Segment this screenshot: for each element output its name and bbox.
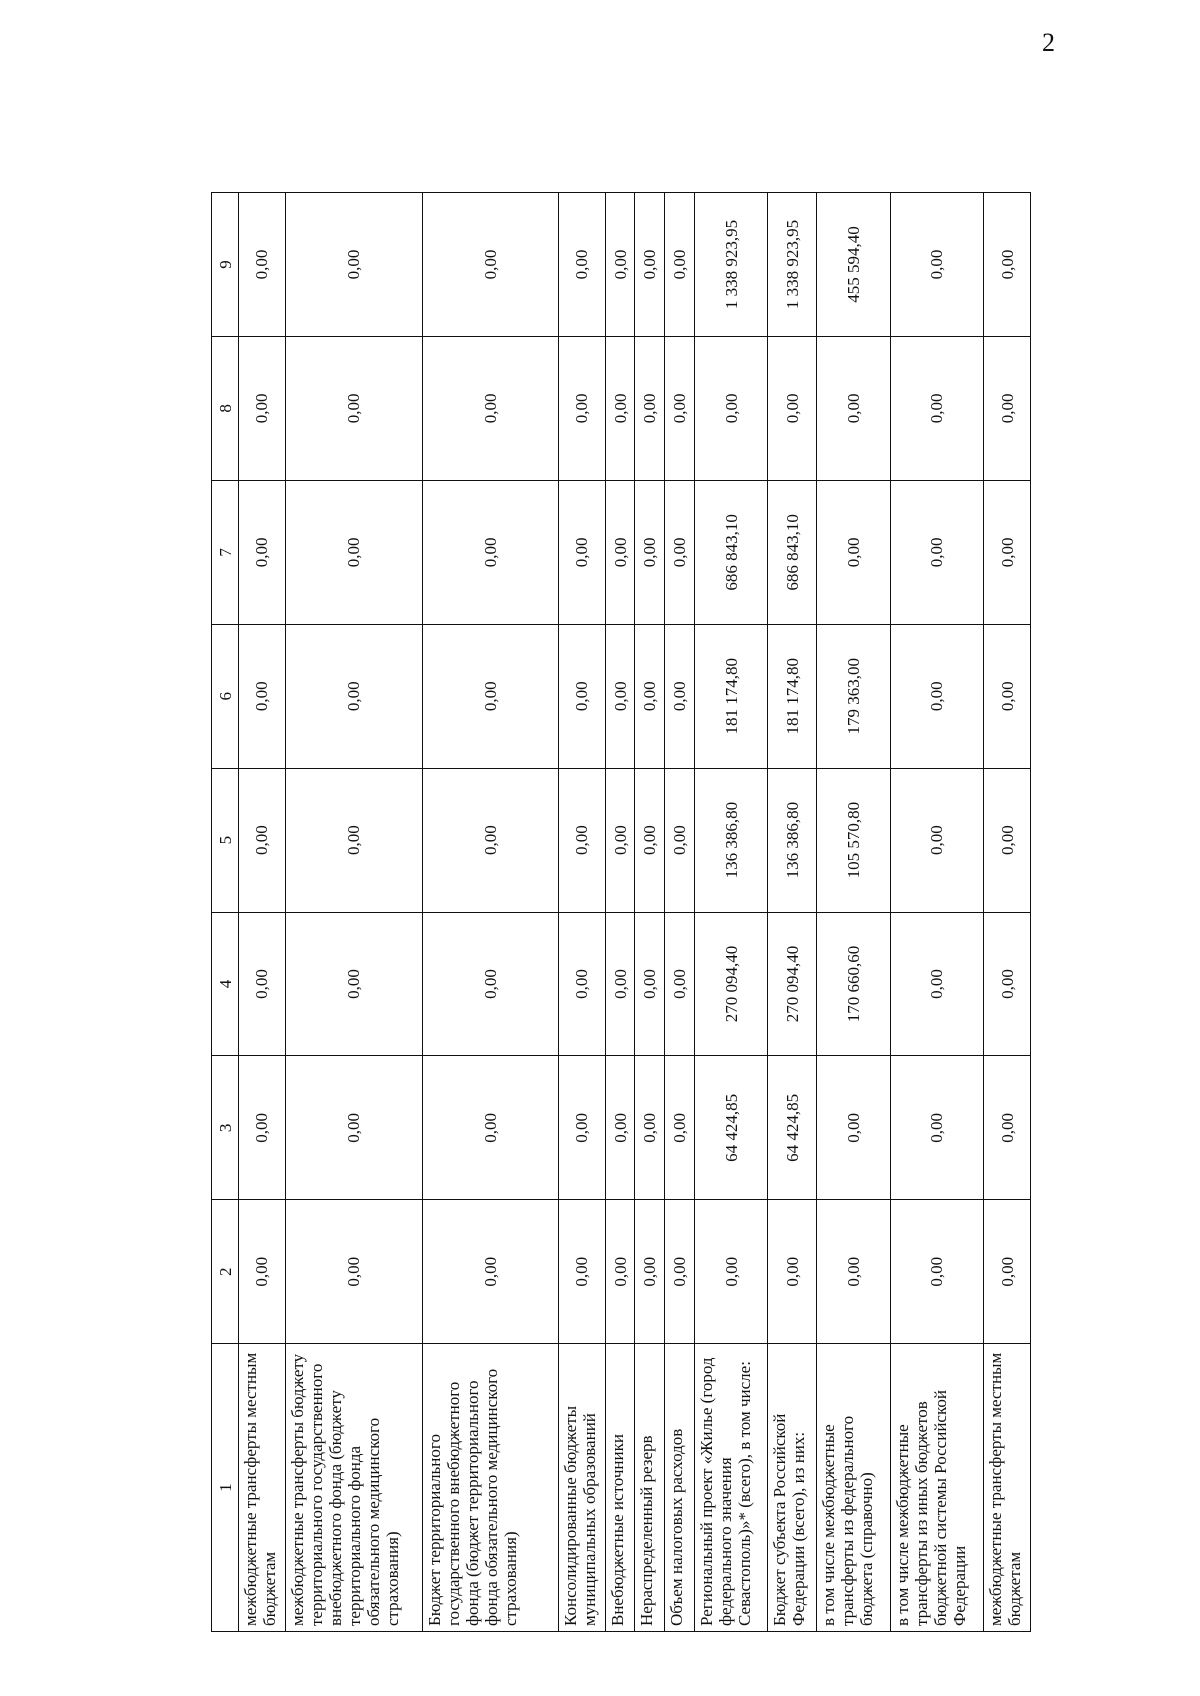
page-number: 2 — [1042, 28, 1055, 57]
value-cell-col-5: 136 386,80 — [695, 768, 768, 912]
value-cell-col-8: 0,00 — [605, 336, 635, 480]
value-cell-col-3: 0,00 — [422, 1056, 558, 1200]
value-cell-col-6: 0,00 — [558, 624, 605, 768]
value-cell-col-7: 0,00 — [890, 480, 984, 624]
value-cell-col-2: 0,00 — [605, 1200, 635, 1344]
value-cell-col-6: 0,00 — [635, 624, 665, 768]
table-row — [890, 193, 984, 1632]
value-cell-col-2: 0,00 — [984, 1200, 1031, 1344]
value-cell-col-5: 0,00 — [984, 768, 1031, 912]
row-label: межбюджетные трансферты бюджету территориального государственного внебюджетного фонда (бюджету территориального фонда обязательного медицинского страхования) — [285, 1344, 422, 1632]
value-cell-col-9: 0,00 — [422, 193, 558, 337]
value-cell-col-2: 0,00 — [665, 1200, 695, 1344]
value-cell-col-4: 0,00 — [422, 912, 558, 1056]
value-cell-col-4: 0,00 — [665, 912, 695, 1056]
value-cell-col-6: 0,00 — [665, 624, 695, 768]
rotated-table-container — [211, 192, 1031, 1632]
value-cell-col-2: 0,00 — [422, 1200, 558, 1344]
value-cell-col-3: 0,00 — [984, 1056, 1031, 1200]
row-label: в том числе межбюджетные трансферты из федерального бюджета (справочно) — [817, 1344, 890, 1632]
row-label: Бюджет субъекта Российской Федерации (всего), из них: — [768, 1344, 817, 1632]
table-row — [558, 193, 605, 1632]
value-cell-col-6: 0,00 — [890, 624, 984, 768]
row-label: Региональный проект «Жилье (город федерального значения Севастополь)»* (всего), в том числе: — [695, 1344, 768, 1632]
value-cell-col-5: 0,00 — [665, 768, 695, 912]
value-cell-col-4: 170 660,60 — [817, 912, 890, 1056]
value-cell-col-3: 64 424,85 — [768, 1056, 817, 1200]
column-header-3: 3 — [212, 1056, 239, 1200]
value-cell-col-7: 686 843,10 — [768, 480, 817, 624]
table-row — [422, 193, 558, 1632]
value-cell-col-4: 0,00 — [890, 912, 984, 1056]
value-cell-col-5: 0,00 — [635, 768, 665, 912]
row-label: Объем налоговых расходов — [665, 1344, 695, 1632]
value-cell-col-8: 0,00 — [665, 336, 695, 480]
value-cell-col-9: 0,00 — [285, 193, 422, 337]
value-cell-col-8: 0,00 — [558, 336, 605, 480]
value-cell-col-4: 270 094,40 — [695, 912, 768, 1056]
table-row — [635, 193, 665, 1632]
value-cell-col-3: 0,00 — [665, 1056, 695, 1200]
value-cell-col-2: 0,00 — [285, 1200, 422, 1344]
value-cell-col-2: 0,00 — [768, 1200, 817, 1344]
value-cell-col-3: 0,00 — [635, 1056, 665, 1200]
value-cell-col-7: 0,00 — [984, 480, 1031, 624]
value-cell-col-5: 0,00 — [558, 768, 605, 912]
value-cell-col-2: 0,00 — [695, 1200, 768, 1344]
value-cell-col-8: 0,00 — [285, 336, 422, 480]
value-cell-col-8: 0,00 — [422, 336, 558, 480]
value-cell-col-7: 0,00 — [558, 480, 605, 624]
value-cell-col-6: 0,00 — [422, 624, 558, 768]
value-cell-col-7: 0,00 — [665, 480, 695, 624]
value-cell-col-7: 0,00 — [422, 480, 558, 624]
value-cell-col-6: 181 174,80 — [768, 624, 817, 768]
value-cell-col-7: 0,00 — [285, 480, 422, 624]
table-row — [285, 193, 422, 1632]
column-header-6: 6 — [212, 624, 239, 768]
value-cell-col-3: 0,00 — [239, 1056, 286, 1200]
value-cell-col-2: 0,00 — [558, 1200, 605, 1344]
value-cell-col-8: 0,00 — [768, 336, 817, 480]
value-cell-col-5: 105 570,80 — [817, 768, 890, 912]
value-cell-col-8: 0,00 — [817, 336, 890, 480]
value-cell-col-7: 686 843,10 — [695, 480, 768, 624]
value-cell-col-8: 0,00 — [984, 336, 1031, 480]
value-cell-col-3: 0,00 — [817, 1056, 890, 1200]
budget-table — [211, 192, 1031, 1632]
value-cell-col-4: 0,00 — [558, 912, 605, 1056]
row-label: Нераспределенный резерв — [635, 1344, 665, 1632]
row-label: межбюджетные трансферты местным бюджетам — [984, 1344, 1031, 1632]
value-cell-col-5: 0,00 — [285, 768, 422, 912]
column-header-7: 7 — [212, 480, 239, 624]
value-cell-col-7: 0,00 — [239, 480, 286, 624]
table-row — [695, 193, 768, 1632]
table-row — [817, 193, 890, 1632]
value-cell-col-8: 0,00 — [239, 336, 286, 480]
table-row — [984, 193, 1031, 1632]
row-label: межбюджетные трансферты местным бюджетам — [239, 1344, 286, 1632]
value-cell-col-3: 0,00 — [890, 1056, 984, 1200]
value-cell-col-6: 0,00 — [239, 624, 286, 768]
value-cell-col-6: 0,00 — [285, 624, 422, 768]
value-cell-col-6: 0,00 — [605, 624, 635, 768]
value-cell-col-2: 0,00 — [890, 1200, 984, 1344]
value-cell-col-6: 179 363,00 — [817, 624, 890, 768]
value-cell-col-3: 0,00 — [558, 1056, 605, 1200]
value-cell-col-5: 0,00 — [239, 768, 286, 912]
value-cell-col-6: 0,00 — [984, 624, 1031, 768]
column-header-2: 2 — [212, 1200, 239, 1344]
value-cell-col-8: 0,00 — [890, 336, 984, 480]
value-cell-col-9: 0,00 — [605, 193, 635, 337]
value-cell-col-9: 0,00 — [890, 193, 984, 337]
column-header-4: 4 — [212, 912, 239, 1056]
table-row — [605, 193, 635, 1632]
value-cell-col-9: 0,00 — [665, 193, 695, 337]
value-cell-col-4: 0,00 — [984, 912, 1031, 1056]
table-body — [239, 193, 1031, 1632]
column-header-1: 1 — [212, 1344, 239, 1632]
value-cell-col-2: 0,00 — [635, 1200, 665, 1344]
table-row — [768, 193, 817, 1632]
row-label: Консолидированные бюджеты муниципальных образований — [558, 1344, 605, 1632]
value-cell-col-9: 455 594,40 — [817, 193, 890, 337]
value-cell-col-7: 0,00 — [817, 480, 890, 624]
value-cell-col-4: 0,00 — [605, 912, 635, 1056]
table-row — [239, 193, 286, 1632]
value-cell-col-9: 1 338 923,95 — [768, 193, 817, 337]
value-cell-col-7: 0,00 — [635, 480, 665, 624]
value-cell-col-2: 0,00 — [817, 1200, 890, 1344]
row-label: Бюджет территориального государственного внебюджетного фонда (бюджет территориального фонда обязательного медицинского страхования) — [422, 1344, 558, 1632]
value-cell-col-5: 0,00 — [605, 768, 635, 912]
value-cell-col-5: 136 386,80 — [768, 768, 817, 912]
column-header-8: 8 — [212, 336, 239, 480]
column-header-5: 5 — [212, 768, 239, 912]
value-cell-col-9: 0,00 — [984, 193, 1031, 337]
value-cell-col-9: 0,00 — [635, 193, 665, 337]
value-cell-col-5: 0,00 — [890, 768, 984, 912]
table-header-row — [212, 193, 239, 1632]
value-cell-col-4: 0,00 — [635, 912, 665, 1056]
value-cell-col-4: 0,00 — [285, 912, 422, 1056]
value-cell-col-6: 181 174,80 — [695, 624, 768, 768]
value-cell-col-8: 0,00 — [635, 336, 665, 480]
value-cell-col-2: 0,00 — [239, 1200, 286, 1344]
value-cell-col-8: 0,00 — [695, 336, 768, 480]
value-cell-col-3: 0,00 — [285, 1056, 422, 1200]
value-cell-col-7: 0,00 — [605, 480, 635, 624]
value-cell-col-9: 1 338 923,95 — [695, 193, 768, 337]
value-cell-col-4: 0,00 — [239, 912, 286, 1056]
table-row — [665, 193, 695, 1632]
value-cell-col-3: 64 424,85 — [695, 1056, 768, 1200]
value-cell-col-4: 270 094,40 — [768, 912, 817, 1056]
value-cell-col-3: 0,00 — [605, 1056, 635, 1200]
value-cell-col-9: 0,00 — [558, 193, 605, 337]
column-header-9: 9 — [212, 193, 239, 337]
row-label: Внебюджетные источники — [605, 1344, 635, 1632]
value-cell-col-9: 0,00 — [239, 193, 286, 337]
row-label: в том числе межбюджетные трансферты из иных бюджетов бюджетной системы Российской Федерации — [890, 1344, 984, 1632]
value-cell-col-5: 0,00 — [422, 768, 558, 912]
